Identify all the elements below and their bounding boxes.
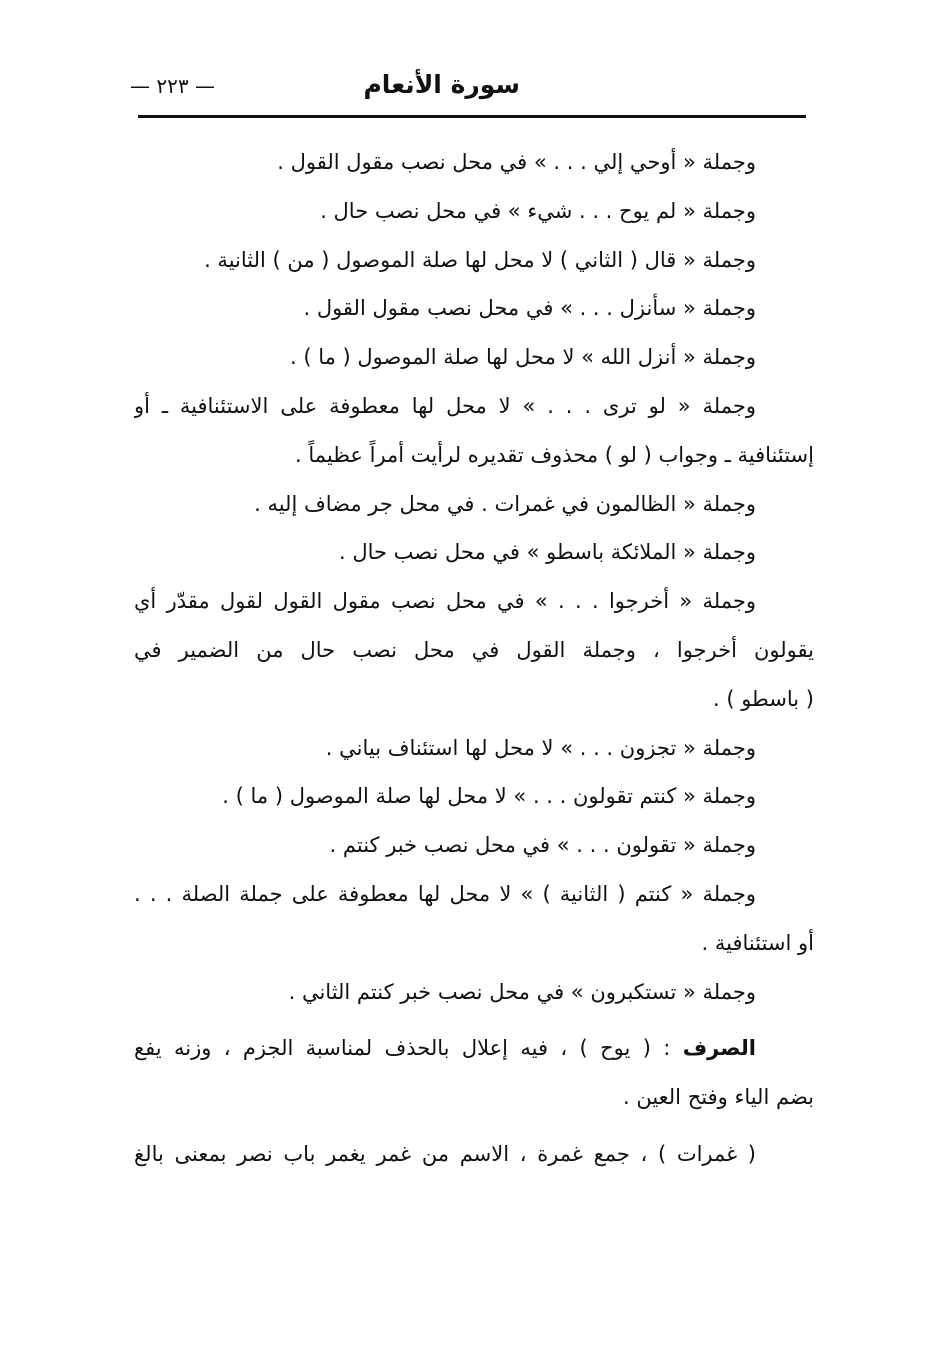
page-title: سورة الأنعام	[363, 70, 520, 99]
text-line: وجملة « الظالمون في غمرات . في محل جر مضاف إليه .	[254, 491, 756, 516]
text-line: وجملة « أنزل الله » لا محل لها صلة الموصول ( ما ) .	[290, 345, 756, 370]
text-line: وجملة « لو ترى . . . » لا محل لها معطوفة على الاستئنافية ـ أو	[134, 393, 756, 418]
text-line: إستئنافية ـ وجواب ( لو ) محذوف تقديره لرأيت أمراً عظيماً .	[294, 442, 814, 467]
text-line: أو استئنافية .	[701, 930, 814, 955]
text-line: وجملة « تستكبرون » في محل نصب خبر كنتم الثاني .	[288, 979, 756, 1004]
body-text	[134, 138, 814, 1179]
text-line: ( باسطو ) .	[712, 686, 814, 711]
text-line: ( غمرات ) ، جمع غمرة ، الاسم من غمر يغمر باب نصر بمعنى بالغ	[134, 1141, 756, 1166]
sarf-line	[134, 1024, 814, 1073]
page-number: — ٢٢٣ —	[130, 74, 215, 98]
text-line: وجملة « كنتم ( الثانية ) » لا محل لها معطوفة على جملة الصلة . . .	[134, 881, 756, 906]
text-line: بضم الياء وفتح العين .	[622, 1085, 814, 1110]
text-line: وجملة « أخرجوا . . . » في محل نصب مقول القول لقول مقدّر أي	[134, 589, 756, 614]
sarf-text: : ( يوح ) ، فيه إعلال بالحذف لمناسبة الجزم ، وزنه يفع	[134, 1036, 671, 1061]
text-line: وجملة « الملائكة باسطو » في محل نصب حال .	[338, 540, 756, 565]
text-line: وجملة « سأنزل . . . » في محل نصب مقول القول .	[303, 296, 756, 321]
text-line: وجملة « تجزون . . . » لا محل لها استئناف بياني .	[325, 735, 756, 760]
text-line: وجملة « قال ( الثاني ) لا محل لها صلة الموصول ( من ) الثانية .	[204, 247, 756, 272]
header-rule	[138, 115, 806, 118]
text-line: وجملة « لم يوح . . . شيء » في محل نصب حال .	[320, 198, 756, 223]
text-line: يقولون أخرجوا ، وجملة القول في محل نصب حال من الضمير في	[134, 637, 814, 662]
text-line: وجملة « تقولون . . . » في محل نصب خبر كنتم .	[329, 833, 756, 858]
text-line: وجملة « أوحي إلي . . . » في محل نصب مقول القول .	[277, 150, 756, 174]
sarf-label: الصرف	[682, 1036, 756, 1061]
page-header	[130, 70, 810, 110]
text-line: وجملة « كنتم تقولون . . . » لا محل لها صلة الموصول ( ما ) .	[222, 784, 756, 809]
